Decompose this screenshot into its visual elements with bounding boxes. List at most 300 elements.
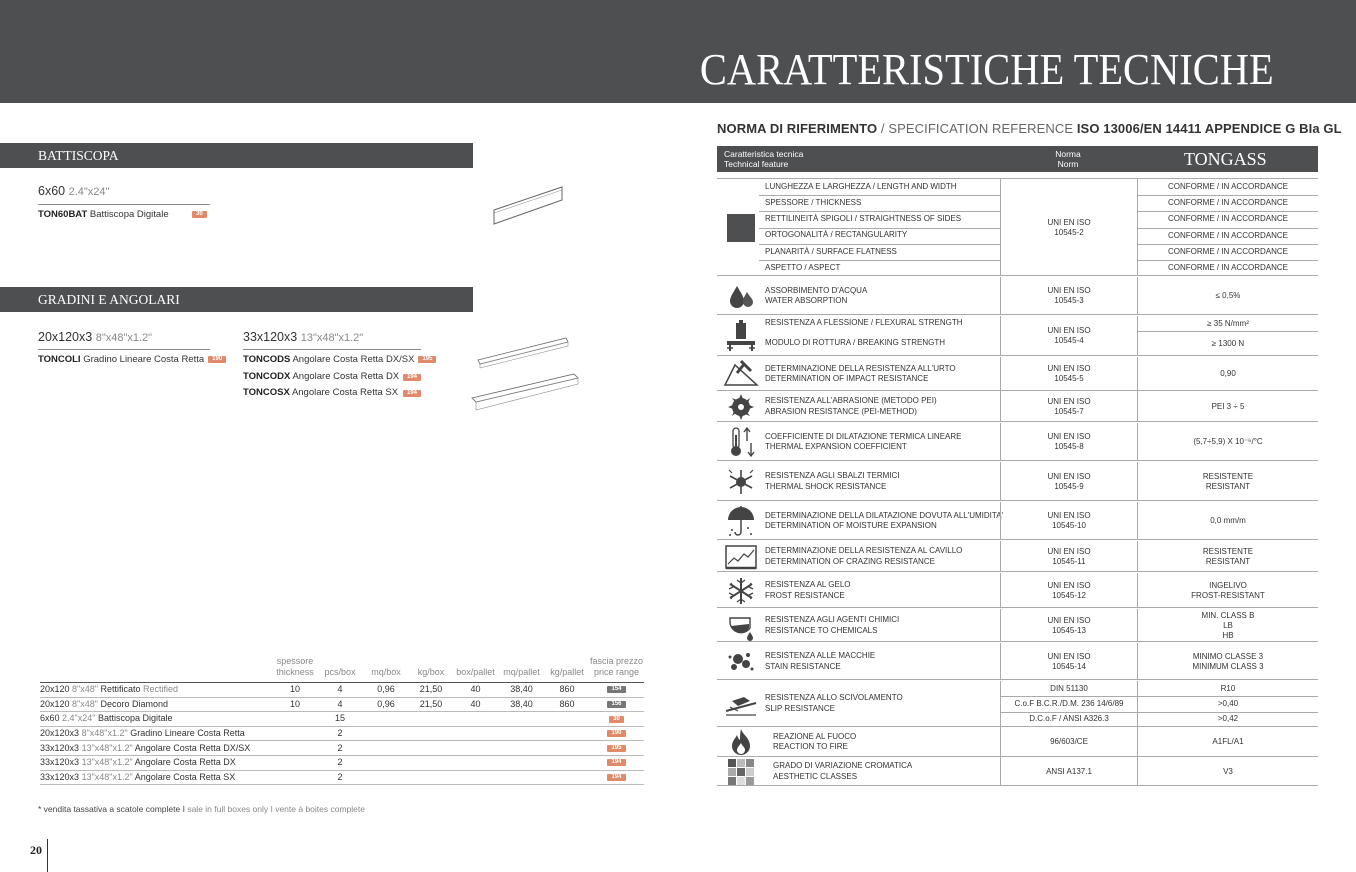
text-line: UNI EN ISO xyxy=(1047,326,1091,335)
value-cell xyxy=(1137,681,1318,696)
table-cell xyxy=(545,741,589,756)
value-cell xyxy=(1137,541,1318,572)
value-cell xyxy=(1137,277,1318,315)
text-line: DETERMINAZIONE DELLA RESISTENZA ALL'URTO xyxy=(765,363,956,373)
chemical-icon xyxy=(723,609,759,642)
feature-cell xyxy=(765,228,1000,244)
product-cell: 6x60 2.4"x24" Battiscopa Digitale xyxy=(40,712,273,727)
impact-icon xyxy=(723,357,759,391)
divider xyxy=(1000,696,1318,697)
value-cell xyxy=(1137,712,1318,727)
price-badge: 195 xyxy=(607,745,625,752)
spec-row xyxy=(717,357,1318,391)
text-line: ≤ 0,5% xyxy=(1215,291,1241,300)
text-line: UNI EN ISO xyxy=(1047,651,1091,661)
text-line: UNI EN ISO xyxy=(1047,432,1091,441)
stain-icon xyxy=(723,643,759,680)
feature-cell xyxy=(765,357,1000,391)
norm-cell xyxy=(1000,712,1137,727)
text-line: MODULO DI ROTTURA / BREAKING STRENGTH xyxy=(765,338,946,348)
feature-cell xyxy=(765,609,1000,642)
table-cell xyxy=(273,770,317,785)
brand-name: TONGASS xyxy=(1184,149,1267,169)
column-header: pcs/box xyxy=(317,656,363,683)
text-line: FROST RESISTANCE xyxy=(765,590,845,600)
table-cell: 2 xyxy=(317,755,363,770)
format-label: 6x60 2.4"x24" xyxy=(38,184,110,198)
price-badge: 154 xyxy=(607,686,625,693)
spec-row xyxy=(717,391,1318,422)
value-cell xyxy=(1137,643,1318,680)
text-line: CONFORME / IN ACCORDANCE xyxy=(1167,214,1288,224)
text-line: AESTHETIC CLASSES xyxy=(773,771,858,781)
text-line: LB xyxy=(1223,620,1233,630)
feature-cell xyxy=(773,727,1008,757)
table-cell xyxy=(409,712,453,727)
value-cell xyxy=(1137,260,1318,276)
norm-cell xyxy=(1000,502,1137,540)
table-row xyxy=(40,697,644,712)
text-line: UNI EN ISO xyxy=(1047,364,1091,373)
price-cell xyxy=(589,697,644,712)
column-header: spessore thickness xyxy=(273,656,317,683)
divider xyxy=(759,195,1000,196)
text-line: (5,7÷5,9) X 10⁻⁶/°C xyxy=(1193,437,1263,446)
text-line: 10545-8 xyxy=(1054,442,1084,451)
value-cell xyxy=(1137,228,1318,244)
table-cell: 10 xyxy=(273,683,317,698)
value-cell xyxy=(1137,609,1318,642)
product-item: TONCODX Angolare Costa Retta DX 194 xyxy=(243,371,399,382)
spec-row-fire xyxy=(717,727,1318,757)
text-line: GRADO DI VARIAZIONE CROMATICA xyxy=(773,761,913,770)
text-line: MINIMO CLASSE 3 xyxy=(1192,651,1264,661)
text-line: WATER ABSORPTION xyxy=(765,296,848,305)
table-row xyxy=(40,755,644,770)
norm-cell xyxy=(1000,541,1137,572)
price-badge: 194 xyxy=(403,374,421,381)
table-cell xyxy=(453,712,498,727)
table-row xyxy=(40,726,644,741)
column-header: box/pallet xyxy=(453,656,498,683)
product-cell: 20x120x3 8"x48"x1.2" Gradino Lineare Costa Retta xyxy=(40,726,273,741)
table-cell xyxy=(545,755,589,770)
color-grid-icon xyxy=(723,757,759,786)
price-badge: 190 xyxy=(208,356,226,363)
text-line: CONFORME / IN ACCORDANCE xyxy=(1167,182,1288,192)
table-cell xyxy=(273,741,317,756)
value-cell xyxy=(1137,357,1318,391)
product-cell: 33x120x3 13"x48"x1.2" Angolare Costa Retta DX/SX xyxy=(40,741,273,756)
water-drop-icon xyxy=(723,277,759,315)
abrasion-icon xyxy=(723,391,759,422)
text-line: ABRASION RESISTANCE (PEI-METHOD) xyxy=(765,406,917,416)
table-cell: 0,96 xyxy=(363,697,409,712)
table-row xyxy=(40,683,644,698)
product-item: TONCOLI Gradino Lineare Costa Retta 190 xyxy=(38,354,226,365)
text-line: RESISTANT xyxy=(1205,556,1251,566)
section-bar-battiscopa xyxy=(0,143,473,168)
text-line: REACTION TO FIRE xyxy=(773,742,848,751)
norm-cell xyxy=(1000,696,1137,711)
text-line: DETERMINATION OF MOISTURE EXPANSION xyxy=(765,521,937,530)
text-line: STAIN RESISTANCE xyxy=(765,661,841,671)
text-line: LUNGHEZZA E LARGHEZZA / LENGTH AND WIDTH xyxy=(765,181,957,191)
feature-cell xyxy=(765,502,1004,540)
price-badge: 194 xyxy=(403,390,421,397)
fire-icon xyxy=(723,727,759,757)
text-line: RESISTENZA AL GELO xyxy=(765,580,851,589)
text-line: 10545-11 xyxy=(1052,556,1086,566)
table-cell: 15 xyxy=(317,712,363,727)
feature-cell xyxy=(765,331,1000,356)
text-line: 10545-4 xyxy=(1054,336,1084,345)
value-cell xyxy=(1137,696,1318,711)
spec-row-flexural xyxy=(717,316,1318,356)
table-cell xyxy=(273,755,317,770)
text-line: CONFORME / IN ACCORDANCE xyxy=(1167,198,1288,208)
price-cell xyxy=(589,755,644,770)
divider xyxy=(1000,712,1318,713)
value-cell xyxy=(1137,391,1318,422)
table-cell xyxy=(363,770,409,785)
table-cell: 21,50 xyxy=(409,697,453,712)
text-line: 10545-7 xyxy=(1054,406,1084,416)
table-cell xyxy=(498,770,545,785)
spec-row xyxy=(717,502,1318,540)
section-title: GRADINI E ANGOLARI xyxy=(38,292,180,307)
value-cell xyxy=(1137,211,1318,227)
square-icon xyxy=(723,179,759,276)
price-badge: 190 xyxy=(607,730,625,737)
text-line: ANSI A137.1 xyxy=(1046,766,1092,776)
spec-row-dimensions xyxy=(717,179,1318,276)
text-line: RESISTENZA ALLO SCIVOLAMENTO xyxy=(765,693,903,703)
text-line: REAZIONE AL FUOCO xyxy=(773,731,857,741)
norm-reference: NORMA DI RIFERIMENTO / SPECIFICATION REFERENCE ISO 13006/EN 14411 APPENDICE G BIa GL xyxy=(717,121,1342,136)
page-number: 20 xyxy=(30,843,42,857)
spec-row xyxy=(717,462,1318,501)
text-line: MIN. CLASS B xyxy=(1201,610,1255,620)
text-line: UNI EN ISO xyxy=(1047,396,1091,406)
price-cell xyxy=(589,770,644,785)
spec-row-slip xyxy=(717,681,1318,727)
text-line: RESISTENZA AGLI SBALZI TERMICI xyxy=(765,471,900,480)
table-cell xyxy=(409,770,453,785)
table-cell: 0,96 xyxy=(363,683,409,698)
crazing-icon xyxy=(723,541,759,572)
text-line: SLIP RESISTANCE xyxy=(765,703,835,713)
divider xyxy=(1137,260,1318,261)
spec-row xyxy=(717,541,1318,572)
section-bar-gradini xyxy=(0,287,473,312)
format-label: 20x120x3 8"x48"x1.2" xyxy=(38,330,153,344)
feature-cell xyxy=(765,573,1000,608)
value-cell xyxy=(1137,573,1318,608)
text-line: CONFORME / IN ACCORDANCE xyxy=(1167,246,1288,256)
text-line: CONFORME / IN ACCORDANCE xyxy=(1167,230,1288,240)
divider xyxy=(38,349,210,350)
umbrella-icon xyxy=(723,502,759,540)
divider xyxy=(1137,228,1318,229)
text-line: COEFFICIENTE DI DILATAZIONE TERMICA LINEARE xyxy=(765,431,962,441)
price-badge: 30 xyxy=(609,716,624,723)
text-line: UNI EN ISO xyxy=(1047,615,1091,625)
spec-row-absorption xyxy=(717,277,1318,315)
text-line: >0,40 xyxy=(1217,698,1239,708)
text-line: RESISTENTE xyxy=(1202,546,1254,556)
footnote: * vendita tassativa a scatole complete I sale in full boxes only I vente à boites complete xyxy=(38,804,365,814)
text-line: HB xyxy=(1222,630,1234,640)
text-line: RETTILINEITÀ SPIGOLI / STRAIGHTNESS OF SIDES xyxy=(765,214,962,224)
text-line: SPESSORE / THICKNESS xyxy=(765,198,862,208)
value-cell xyxy=(1137,195,1318,211)
table-cell xyxy=(545,726,589,741)
text-line: 0,0 mm/m xyxy=(1210,516,1246,525)
feature-cell xyxy=(765,423,1000,461)
product-cell: 20x120 8"x48" Decoro Diamond xyxy=(40,697,273,712)
step-illustration xyxy=(470,332,582,416)
value-cell xyxy=(1137,727,1318,757)
text-line: DETERMINATION OF IMPACT RESISTANCE xyxy=(765,374,929,383)
text-line: 96/603/CE xyxy=(1050,737,1088,746)
text-line: D.C.o.F / ANSI A326.3 xyxy=(1029,714,1109,724)
text-line: RESISTENZA ALL'ABRASIONE (METODO PEI) xyxy=(765,396,937,405)
thermal-shock-icon xyxy=(723,462,759,501)
table-cell xyxy=(498,741,545,756)
text-line: INGELIVO xyxy=(1209,580,1247,590)
table-cell xyxy=(498,726,545,741)
table-cell xyxy=(273,726,317,741)
text-line: UNI EN ISO xyxy=(1047,511,1091,520)
price-cell xyxy=(589,683,644,698)
column-header: mq/pallet xyxy=(498,656,545,683)
table-cell xyxy=(498,755,545,770)
norm-cell xyxy=(1000,643,1137,680)
text-line: CONFORME / IN ACCORDANCE xyxy=(1167,263,1288,273)
table-row xyxy=(40,741,644,756)
norm-cell xyxy=(1000,727,1137,757)
table-cell: 40 xyxy=(453,697,498,712)
text-line: DETERMINAZIONE DELLA RESISTENZA AL CAVILLO xyxy=(765,546,963,555)
price-table xyxy=(40,656,644,785)
table-cell xyxy=(453,726,498,741)
feature-cell xyxy=(765,681,1000,727)
norm-cell xyxy=(1000,573,1137,608)
table-header-row xyxy=(40,656,644,683)
price-badge: 194 xyxy=(607,774,625,781)
feature-cell xyxy=(765,211,1000,227)
text-line: 10545-12 xyxy=(1052,590,1086,600)
price-cell xyxy=(589,712,644,727)
text-line: DETERMINATION OF CRAZING RESISTANCE xyxy=(765,556,935,566)
text-line: MINIMUM CLASS 3 xyxy=(1192,661,1264,671)
spec-table-header xyxy=(717,146,1318,172)
page-title: CARATTERISTICHE TECNICHE xyxy=(700,45,1274,94)
table-cell xyxy=(363,726,409,741)
table-cell xyxy=(498,712,545,727)
feature-cell xyxy=(765,541,1000,572)
norm-cell xyxy=(1000,423,1137,461)
text-line: C.o.F B.C.R./D.M. 236 14/6/89 xyxy=(1014,698,1124,708)
feature-cell xyxy=(765,643,1000,680)
table-cell xyxy=(363,741,409,756)
text-line: ASSORBIMENTO D'ACQUA xyxy=(765,285,868,295)
text-line: 10545-10 xyxy=(1052,521,1086,530)
table-cell xyxy=(409,726,453,741)
column-header-feature: Caratteristica tecnica Technical feature xyxy=(724,149,804,169)
text-line: ≥ 1300 N xyxy=(1211,338,1245,348)
page-number-divider xyxy=(47,839,48,872)
table-cell: 4 xyxy=(317,683,363,698)
text-line: RESISTENZA AGLI AGENTI CHIMICI xyxy=(765,615,900,624)
table-cell: 860 xyxy=(545,697,589,712)
value-cell xyxy=(1137,331,1318,356)
table-row xyxy=(40,770,644,785)
feature-cell xyxy=(765,260,1000,276)
format-label: 33x120x3 13"x48"x1.2" xyxy=(243,330,364,344)
norm-cell xyxy=(1000,757,1137,786)
spec-row xyxy=(717,573,1318,608)
text-line: DETERMINAZIONE DELLA DILATAZIONE DOVUTA ALL'UMIDITA' xyxy=(765,510,1004,520)
table-cell: 2 xyxy=(317,770,363,785)
text-line: UNI EN ISO xyxy=(1047,546,1091,556)
norm-cell xyxy=(1000,609,1137,642)
norm-cell xyxy=(1000,681,1137,696)
feature-cell xyxy=(765,462,1000,501)
spec-row xyxy=(717,609,1318,642)
table-cell: 2 xyxy=(317,741,363,756)
feature-cell xyxy=(765,391,1000,422)
divider xyxy=(1137,195,1318,196)
feature-cell xyxy=(765,316,1000,331)
column-header xyxy=(40,656,273,683)
table-cell xyxy=(363,712,409,727)
text-line: R10 xyxy=(1220,683,1236,693)
text-line: 10545-5 xyxy=(1054,374,1084,383)
skirting-illustration xyxy=(492,184,566,230)
table-cell: 40 xyxy=(453,683,498,698)
text-line: DIN 51130 xyxy=(1050,683,1088,693)
divider xyxy=(243,349,421,350)
divider xyxy=(1137,331,1318,332)
table-cell: 4 xyxy=(317,697,363,712)
table-cell: 860 xyxy=(545,683,589,698)
text-line: 0,90 xyxy=(1220,369,1236,378)
text-line: UNI EN ISO xyxy=(1047,286,1091,295)
feature-cell xyxy=(765,277,1000,315)
section-title: BATTISCOPA xyxy=(38,148,119,163)
column-header: fascia prezzo price range xyxy=(589,656,644,683)
text-line: A1FL/A1 xyxy=(1212,737,1244,746)
product-cell: 20x120 8"x48" Rettificato Rectified xyxy=(40,683,273,698)
table-cell xyxy=(453,741,498,756)
text-line: 10545-14 xyxy=(1052,661,1086,671)
table-cell: 21,50 xyxy=(409,683,453,698)
text-line: 10545-2 xyxy=(1054,227,1084,237)
price-badge: 195 xyxy=(418,356,436,363)
divider xyxy=(759,260,1000,261)
product-item: TON60BAT Battiscopa Digitale xyxy=(38,209,169,220)
table-cell xyxy=(273,712,317,727)
product-cell: 33x120x3 13"x48"x1.2" Angolare Costa Retta DX xyxy=(40,755,273,770)
text-line: THERMAL SHOCK RESISTANCE xyxy=(765,481,887,491)
norm-cell xyxy=(1000,277,1137,315)
value-cell xyxy=(1137,462,1318,501)
table-cell xyxy=(453,770,498,785)
product-item: TONCOSX Angolare Costa Retta SX 194 xyxy=(243,387,398,398)
text-line: UNI EN ISO xyxy=(1047,471,1091,481)
feature-cell xyxy=(765,244,1000,260)
price-badge: 194 xyxy=(607,759,625,766)
text-line: ≥ 35 N/mm² xyxy=(1207,318,1249,328)
value-cell xyxy=(1137,757,1318,786)
price-cell xyxy=(589,726,644,741)
text-line: >0,42 xyxy=(1217,714,1239,724)
table-cell xyxy=(453,755,498,770)
product-item: TONCODS Angolare Costa Retta DX/SX 195 xyxy=(243,354,436,365)
value-cell xyxy=(1137,179,1318,195)
column-header: mq/box xyxy=(363,656,409,683)
divider xyxy=(759,228,1000,229)
spec-row xyxy=(717,643,1318,680)
price-badge: 30 xyxy=(192,211,207,218)
text-line: UNI EN ISO xyxy=(1047,217,1091,227)
norm-cell xyxy=(1000,316,1137,356)
table-cell xyxy=(409,741,453,756)
value-cell xyxy=(1137,502,1318,540)
text-line: RESISTENZA A FLESSIONE / FLEXURAL STRENGTH xyxy=(765,318,963,328)
value-cell xyxy=(1137,423,1318,461)
value-cell xyxy=(1137,244,1318,260)
text-line: THERMAL EXPANSION COEFFICIENT xyxy=(765,442,907,451)
feature-cell xyxy=(773,757,1008,786)
divider xyxy=(1137,244,1318,245)
text-line: RESISTANT xyxy=(1205,481,1251,491)
text-line: ORTOGONALITÀ / RECTANGULARITY xyxy=(765,230,908,240)
divider xyxy=(1137,211,1318,212)
text-line: ASPETTO / ASPECT xyxy=(765,262,841,272)
thermometer-icon xyxy=(723,423,759,461)
slip-icon xyxy=(723,681,759,727)
product-cell: 33x120x3 13"x48"x1.2" Angolare Costa Retta SX xyxy=(40,770,273,785)
text-line: 10545-9 xyxy=(1054,481,1084,491)
feature-cell xyxy=(765,195,1000,211)
table-row xyxy=(40,712,644,727)
table-cell: 38,40 xyxy=(498,697,545,712)
table-cell xyxy=(363,755,409,770)
feature-cell xyxy=(765,179,1000,195)
text-line: RESISTENZA ALLE MACCHIE xyxy=(765,651,876,660)
table-cell: 2 xyxy=(317,726,363,741)
text-line: 10545-3 xyxy=(1054,296,1084,305)
norm-cell xyxy=(1000,391,1137,422)
text-line: RESISTENTE xyxy=(1202,471,1254,481)
price-badge: 156 xyxy=(607,701,625,708)
snowflake-icon xyxy=(723,573,759,608)
table-cell: 10 xyxy=(273,697,317,712)
spec-row-aesthetic xyxy=(717,757,1318,786)
divider xyxy=(759,211,1000,212)
price-cell xyxy=(589,741,644,756)
norm-cell xyxy=(1000,179,1137,276)
text-line: 10545-13 xyxy=(1052,625,1086,635)
norm-cell xyxy=(1000,357,1137,391)
norm-cell xyxy=(1000,462,1137,501)
weight-icon xyxy=(723,316,759,356)
column-header-norm: Norma Norm xyxy=(1055,149,1081,169)
text-line: FROST-RESISTANT xyxy=(1191,590,1265,600)
